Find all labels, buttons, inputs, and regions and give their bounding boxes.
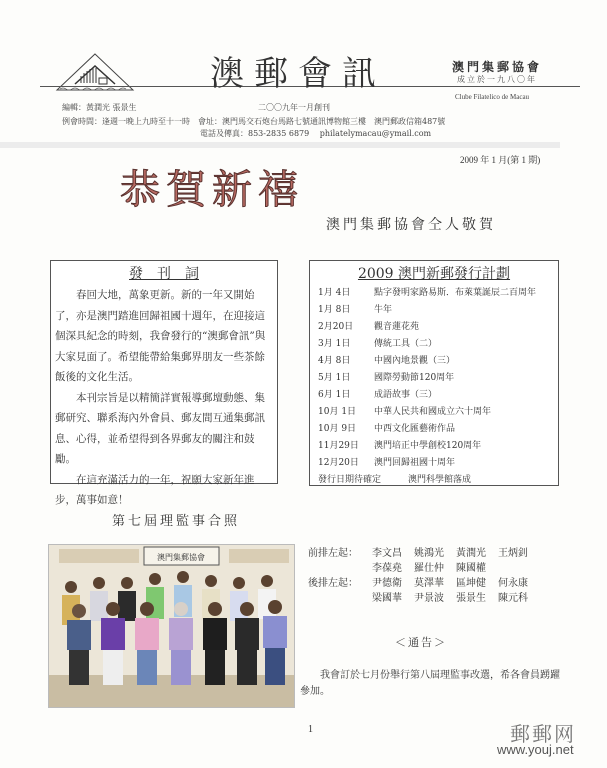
plan-date: 5月 1日 xyxy=(318,373,351,383)
plan-item xyxy=(310,455,558,472)
plan-date: 1月 8日 xyxy=(318,305,351,315)
back-row-names xyxy=(308,576,540,591)
page-number: 1 xyxy=(308,724,313,735)
contact-info: 電話及傳真：853-2835 6879 philatelymacau@ymail.com xyxy=(200,129,432,138)
plan-date: 11月29日 xyxy=(318,441,359,451)
plan-date: 1月 4日 xyxy=(318,288,351,298)
plan-name: 中西文化匯藝術作品 xyxy=(374,424,456,434)
person-name: 尹景波 xyxy=(414,593,444,604)
plan-item xyxy=(310,472,558,489)
stamp-plan-box xyxy=(309,260,559,486)
plan-date: 發行日期待確定 xyxy=(318,475,382,485)
plan-name: 觀音蓮花苑 xyxy=(374,322,420,332)
plan-date: 6月 1日 xyxy=(318,390,351,400)
plan-item xyxy=(310,421,558,438)
person-name: 陳國權 xyxy=(456,563,486,574)
person-name: 姚鴻光 xyxy=(414,548,444,559)
photo-names xyxy=(308,546,540,606)
plan-date: 10月 9日 xyxy=(318,424,357,434)
person-name: 李葆堯 xyxy=(372,563,402,574)
person-name: 張景生 xyxy=(456,593,486,604)
org-founded: 成立於一九八〇年 xyxy=(457,75,537,84)
watermark-logo: 郵郵网 xyxy=(510,722,576,746)
plan-item xyxy=(310,336,558,353)
plan-name: 中國內地景觀（三） xyxy=(374,356,456,366)
person-name: 羅仕仲 xyxy=(414,563,444,574)
back-row-names xyxy=(308,591,540,606)
notice-body: 我會訂於七月份舉行第八屆理監事改選，希各會員踴躍參加。 xyxy=(300,670,560,697)
plan-item xyxy=(310,353,558,370)
plan-name: 點字發明家路易斯．布萊葉誕辰二百周年 xyxy=(374,288,537,298)
foreword-paragraph: 春回大地，萬象更新。新的一年又開始了，亦是澳門踏進回歸祖國十週年，在迎接這個深具紀念的時刻，我會發行的“澳郵會訊”與大家見面了。希望能帶給集郵界朋友一些茶餘飯後的文化生活。 xyxy=(55,289,266,383)
foreword-paragraph: 在這充滿活力的一年，祝願大家新年進步，萬事如意！ xyxy=(55,473,255,506)
plan-item xyxy=(310,302,558,319)
person-name: 王炳釗 xyxy=(498,548,528,559)
photo-caption: 第七屆理監事合照 xyxy=(112,514,241,529)
front-row-names xyxy=(308,546,540,561)
plan-item xyxy=(310,319,558,336)
front-row-names xyxy=(308,561,540,576)
plan-item xyxy=(310,387,558,404)
foreword-title: 發 刊 詞 xyxy=(129,266,199,282)
person-name: 李文昌 xyxy=(372,548,402,559)
person-name: 梁國華 xyxy=(372,593,402,604)
new-year-greeting: 恭賀新禧 xyxy=(120,167,304,213)
photo-banner-text: 澳門集郵協會 xyxy=(157,553,205,562)
first-published: 二〇〇九年一月創刊 xyxy=(258,103,330,112)
foreword-paragraph: 本刊宗旨是以精簡詳實報導郵壇動態、集郵研究、聯系海內外會員、郵友間互通集郵訊息、心得，並希望得到各界郵友的關注和鼓勵。 xyxy=(55,391,265,465)
plan-item xyxy=(310,370,558,387)
editors: 編輯：黃潤光 張景生 xyxy=(62,103,137,112)
plan-date: 4月 8日 xyxy=(318,356,351,366)
plan-date: 10月 1日 xyxy=(318,407,357,417)
issue-date: 2009 年 1 月(第 1 期) xyxy=(460,155,541,165)
notice-text xyxy=(300,668,560,700)
back-row-label: 後排左起： xyxy=(308,578,358,589)
notice-title: ＜通告＞ xyxy=(395,636,447,649)
front-row-label: 前排左起： xyxy=(308,548,358,559)
org-name-en: Clube Filatelico de Macau xyxy=(455,93,530,101)
person-name: 陳元科 xyxy=(498,593,528,604)
person-name: 尹德衛 xyxy=(372,578,402,589)
plan-item xyxy=(310,285,558,302)
plan-name: 澳門回歸祖國十周年 xyxy=(374,458,456,468)
plan-name: 中華人民共和國成立六十周年 xyxy=(374,407,492,417)
stamp-plan-title: 2009 澳門新郵發行計劃 xyxy=(357,266,511,282)
plan-name: 澳門科學館落成 xyxy=(408,475,472,485)
newsletter-title: 澳郵會訊 xyxy=(210,54,386,94)
org-name: 澳門集郵協會 xyxy=(452,60,543,74)
meeting-info: 例會時間：逢週一晚上九時至十一時 會址：澳門馬交石炮台馬路七號通訊博物館三樓 澳門郵政信箱487號 xyxy=(62,117,446,126)
plan-name: 傳統工具（二） xyxy=(374,339,438,349)
plan-name: 國際勞動節120周年 xyxy=(374,373,455,383)
plan-name: 牛年 xyxy=(374,305,393,315)
person-name: 黃潤光 xyxy=(456,548,486,559)
foreword-box xyxy=(50,260,278,506)
plan-name: 成語故事（三） xyxy=(374,390,438,400)
person-name: 何永康 xyxy=(498,578,528,589)
plan-name: 澳門培正中學創校120周年 xyxy=(374,441,482,451)
person-name: 區坤健 xyxy=(456,578,486,589)
plan-date: 12月20日 xyxy=(318,458,359,468)
person-name: 莫澤華 xyxy=(414,578,444,589)
watermark-url: www.youj.net xyxy=(497,742,574,757)
group-photo xyxy=(48,544,295,708)
plan-date: 2月20日 xyxy=(318,322,354,332)
plan-item xyxy=(310,438,558,455)
header-shade xyxy=(0,142,560,148)
congrats-line: 澳門集郵協會仝人敬賀 xyxy=(326,217,496,233)
plan-date: 3月 1日 xyxy=(318,339,351,349)
plan-item xyxy=(310,404,558,421)
